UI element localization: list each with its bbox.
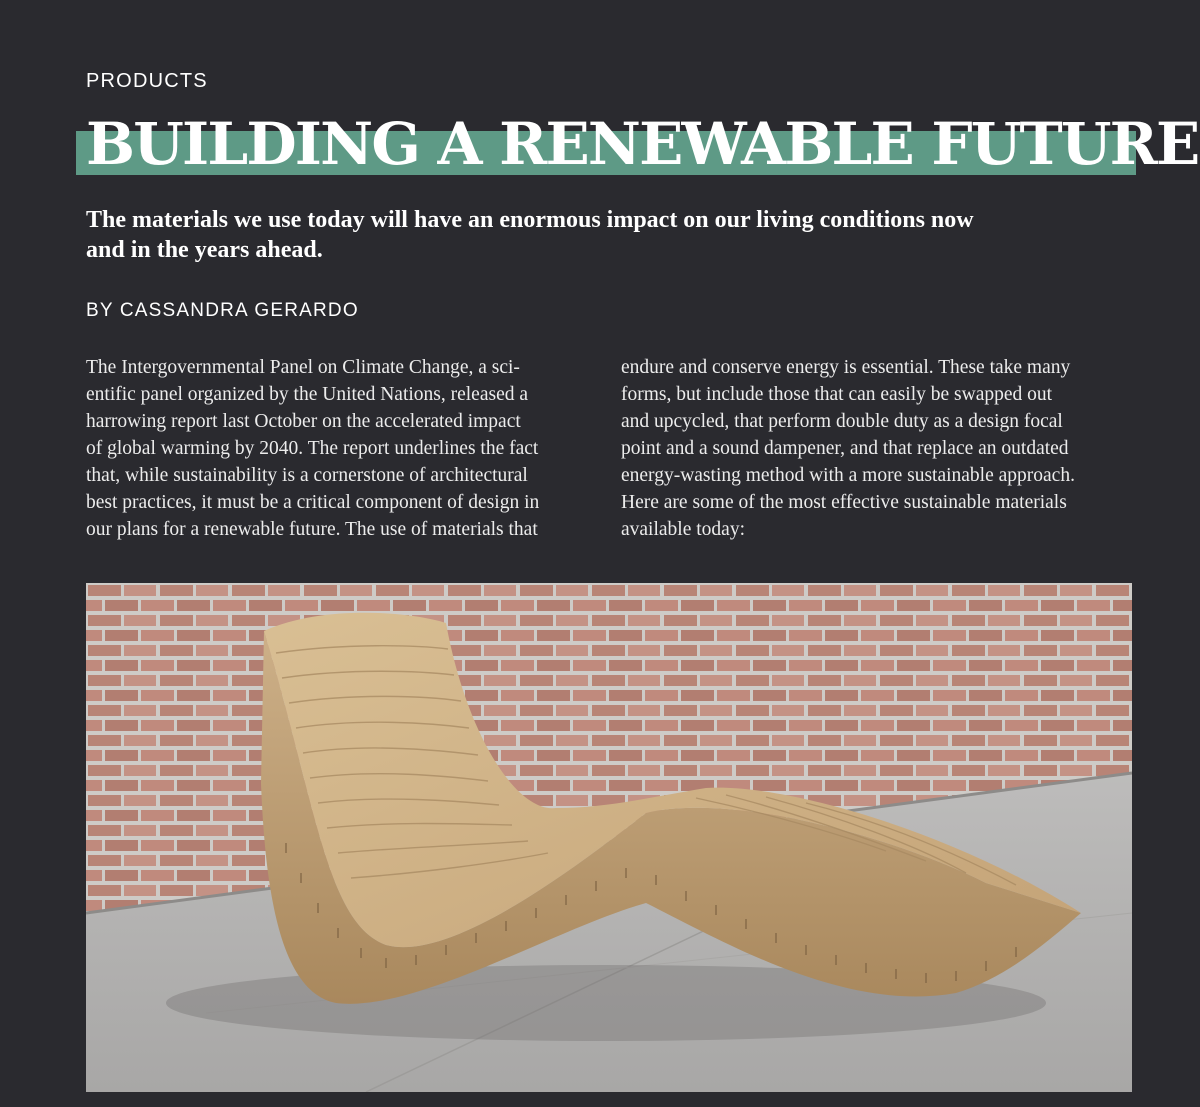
dek: The materials we use today will have an enormous impact on our living conditions now and in the years ahead. (86, 207, 974, 263)
body-line: that, while sustainability is a cornerstone of architectural (86, 465, 528, 486)
body-line: harrowing report last October on the accelerated impact (86, 411, 521, 432)
body-line: available today: (621, 519, 745, 540)
body-line: The Intergovernmental Panel on Climate Change, a sci- (86, 357, 520, 378)
body-line: point and a sound dampener, and that replace an outdated (621, 438, 1069, 459)
byline: BY CASSANDRA GERARDO (86, 300, 359, 321)
body-line: forms, but include those that can easily be swapped out (621, 384, 1053, 405)
body-line: of global warming by 2040. The report underlines the fact (86, 438, 539, 459)
body-line: Here are some of the most effective sustainable materials (621, 492, 1067, 513)
section-label: PRODUCTS (86, 70, 208, 92)
body-line: our plans for a renewable future. The use of materials that (86, 519, 538, 540)
body-line: entific panel organized by the United Nations, released a (86, 384, 529, 405)
body-line: energy-wasting method with a more sustainable approach. (621, 465, 1075, 486)
body-line: best practices, it must be a critical component of design in (86, 492, 540, 513)
cork-chaise-photo (86, 583, 1132, 1092)
body-column-right (621, 354, 1117, 543)
body-column-left (86, 354, 582, 543)
body-line: endure and conserve energy is essential. These take many (621, 357, 1071, 378)
body-line: and upcycled, that perform double duty as a design focal (621, 411, 1063, 432)
headline: BUILDING A RENEWABLE FUTURE (86, 110, 1199, 178)
